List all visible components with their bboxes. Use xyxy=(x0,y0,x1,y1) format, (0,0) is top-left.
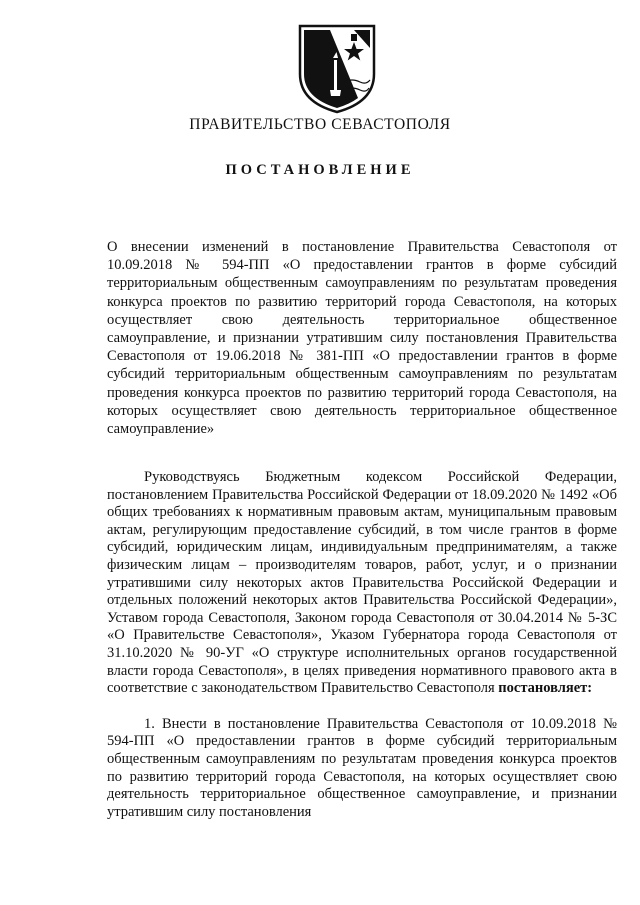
government-name: ПРАВИТЕЛЬСТВО СЕВАСТОПОЛЯ xyxy=(189,116,451,133)
sevastopol-coat-of-arms-icon xyxy=(294,22,380,114)
document-body xyxy=(107,469,617,821)
decree-word: постановляет: xyxy=(498,680,593,697)
item-1-paragraph: 1. Внести в постановление Правительства Севастополя от 10.09.2018 № 594-ПП «О предоставлении грантов в форме субсидий территориальным общественным самоуправлениям по результатам проведения конкурса проектов по развитию территорий города Севастополя, на которых осуществляет свою деятельность территориальное общественное самоуправление, и признании утратившим силу постановления xyxy=(107,715,617,820)
document-type-heading: ПОСТАНОВЛЕНИЕ xyxy=(225,162,415,178)
preamble-text: Руководствуясь Бюджетным кодексом Российской Федерации, постановлением Правительства Российской Федерации от 18.09.2020 № 1492 «Об общих требованиях к нормативным правовым актам, муниципальным правовым актам, регулирующим предоставление субсидий, в том числе грантов в форме субсидий, юридическим лицам, индивидуальным предпринимателям, а также физическим лицам – производителям товаров, работ, услуг, и о признании утратившими силу некоторых актов Правительства Российской Федерации и отдельных положений некоторых актов Правительства Российской Федерации», Уставом города Севастополя, Законом города Севастополя от 30.04.2014 № 5-ЗС «О Правительстве Севастополя», Указом Губернатора города Севастополя от 31.10.2020 № 90-УГ «О структуре исполнительных органов государственной власти города Севастополя», в целях приведения нормативного правового акта в соответствие с законодательством Правительство Севастополя xyxy=(107,469,617,697)
document-title: О внесении изменений в постановление Правительства Севастополя от 10.09.2018 № 594-ПП «О предоставлении грантов в форме субсидий территориальным общественным самоуправлениям по результатам проведения конкурса проектов по развитию территорий города Севастополя, на которых осуществляет свою деятельность территориальное общественное самоуправление, и признании утратившим силу постановления Правительства Севастополя от 19.06.2018 № 381-ПП «О предоставлении грантов в форме субсидий территориальным общественным самоуправлениям по результатам проведения конкурса проектов по развитию территорий города Севастополя, на которых осуществляет свою деятельность территориальное общественное самоуправление» xyxy=(107,239,617,438)
preamble-paragraph xyxy=(107,469,617,698)
